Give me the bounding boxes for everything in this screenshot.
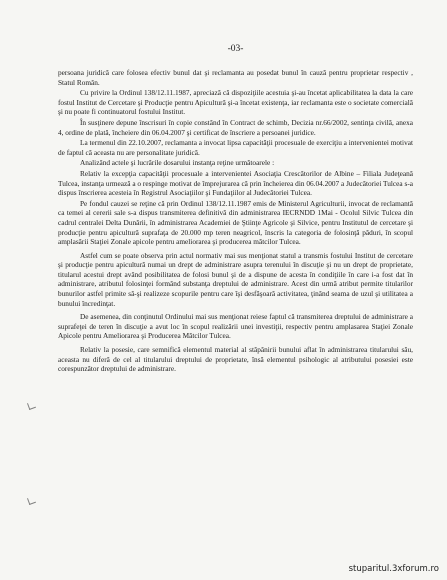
paragraph-4: La termenul din 22.10.2007, reclamanta a invocat lipsa capacităţii procesuale de exerciţiu a intervenientei motivat de faptul că aceasta nu are personalitate juridică. bbox=[58, 138, 413, 157]
paragraph-10: Relativ la posesie, care semnifică elementul material al stăpânirii bunului aflat în administrarea titularului său, aceasta nu diferă de cel al titularului dreptului de proprietate, însă elementul psihologic al atributului posesiei este corespunzător dreptului de administrare. bbox=[58, 345, 413, 374]
paragraph-6: Relativ la excepţia capacităţii procesuale a intervenientei Asociaţia Crescătorilor de Albine – Filiala Judeţeană Tulcea, instanţa urmează a o respinge motivat de împrejurarea că prin încheierea din 06.04.2007 a Judecătoriei Tulcea s-a dispus înscrierea acesteia în Registrul Asociaţiilor şi Fundaţiilor al Judecătoriei Tulcea. bbox=[58, 168, 413, 198]
paragraph-7: Pe fondul cauzei se reţine că prin Ordinul 138/12.11.1987 emis de Ministerul Agriculturii, invocat de reclamantă ca temei al cererii sale s-a dispus transmiterea definitivă din administrarea IECRNDD 1Mai - Ocolul Silvic Tulcea din cadrul centralei Delta Dunării, în administrarea Academiei de Ştiinţe Agricole şi Silvice, pentru Institutul de cercetare şi producţie pentru apicultură suprafaţa de 20.000 mp teren neagricol, înscris la categoria de folosinţă păduri, în scopul amplasării Staţiei Zonale apicole pentru ameliorarea şi producerea mătcilor Tulcea. bbox=[58, 198, 413, 247]
site-watermark: stuparitul.3xforum.ro bbox=[348, 564, 439, 574]
margin-mark bbox=[27, 401, 36, 410]
page-number: -03- bbox=[227, 44, 244, 54]
paragraph-9: De asemenea, din conţinutul Ordinului mai sus menţionat reiese faptul că transmiterea dreptului de administrare a suprafeţei de teren în discuţie a avut loc în scopul realizării unei investiţii, respectiv pentru amplasarea Staţiei Zonale Apicole pentru Ameliorarea şi Producerea Mătcilor Tulcea. bbox=[58, 312, 413, 341]
paragraph-5: Analizând actele şi lucrările dosarului instanţa reţine următoarele : bbox=[80, 158, 275, 168]
paragraph-2: Cu privire la Ordinul 138/12.11.1987, apreciază că dispoziţiile acestuia şi-au încetat aplicabilitatea la data la care fostul Institut de Cercetare şi Producţie pentru Apicultură şi-a încetat existenţa, iar reclamanta este o societate comercială şi nu poate fi continuatorul fostului Institut. bbox=[58, 88, 413, 117]
paragraph-1: persoana juridică care folosea efectiv bunul dat şi reclamanta au posedat bunul în cauză pentru proprietar respectiv , Statul Român. bbox=[58, 68, 413, 87]
paragraph-8: Astfel cum se poate observa prin actul normativ mai sus menţionat statul a transmis fostului Institut de cercetare şi producţie pentru apicultură numai un drept de administrare asupra terenului în discuţie şi nu un drept de proprietate, titularul acestui drept având posibilitatea de folosi bunul şi de a dispune de acesta în condiţiile în care i-a fost dat în administrare, atributul folosinţei formând substanţa dreptului de administrare. Acest din urmă atribut permite titularilor bunurilor astfel primite să-şi realizeze scopurile pentru care îşi desfăşoară activitatea, ţinând seama de uzul şi utilitatea a bunului încredinţat. bbox=[58, 250, 413, 308]
margin-mark bbox=[27, 496, 36, 505]
paragraph-3: În susţinere depune înscrisuri în copie constând în Contract de schimb, Decizia nr.66/2002, sentinţa civilă, anexa 4, ordine de plată, încheiere din 06.04.2007 şi certificat de înscriere a persoanei juridice. bbox=[58, 117, 413, 137]
